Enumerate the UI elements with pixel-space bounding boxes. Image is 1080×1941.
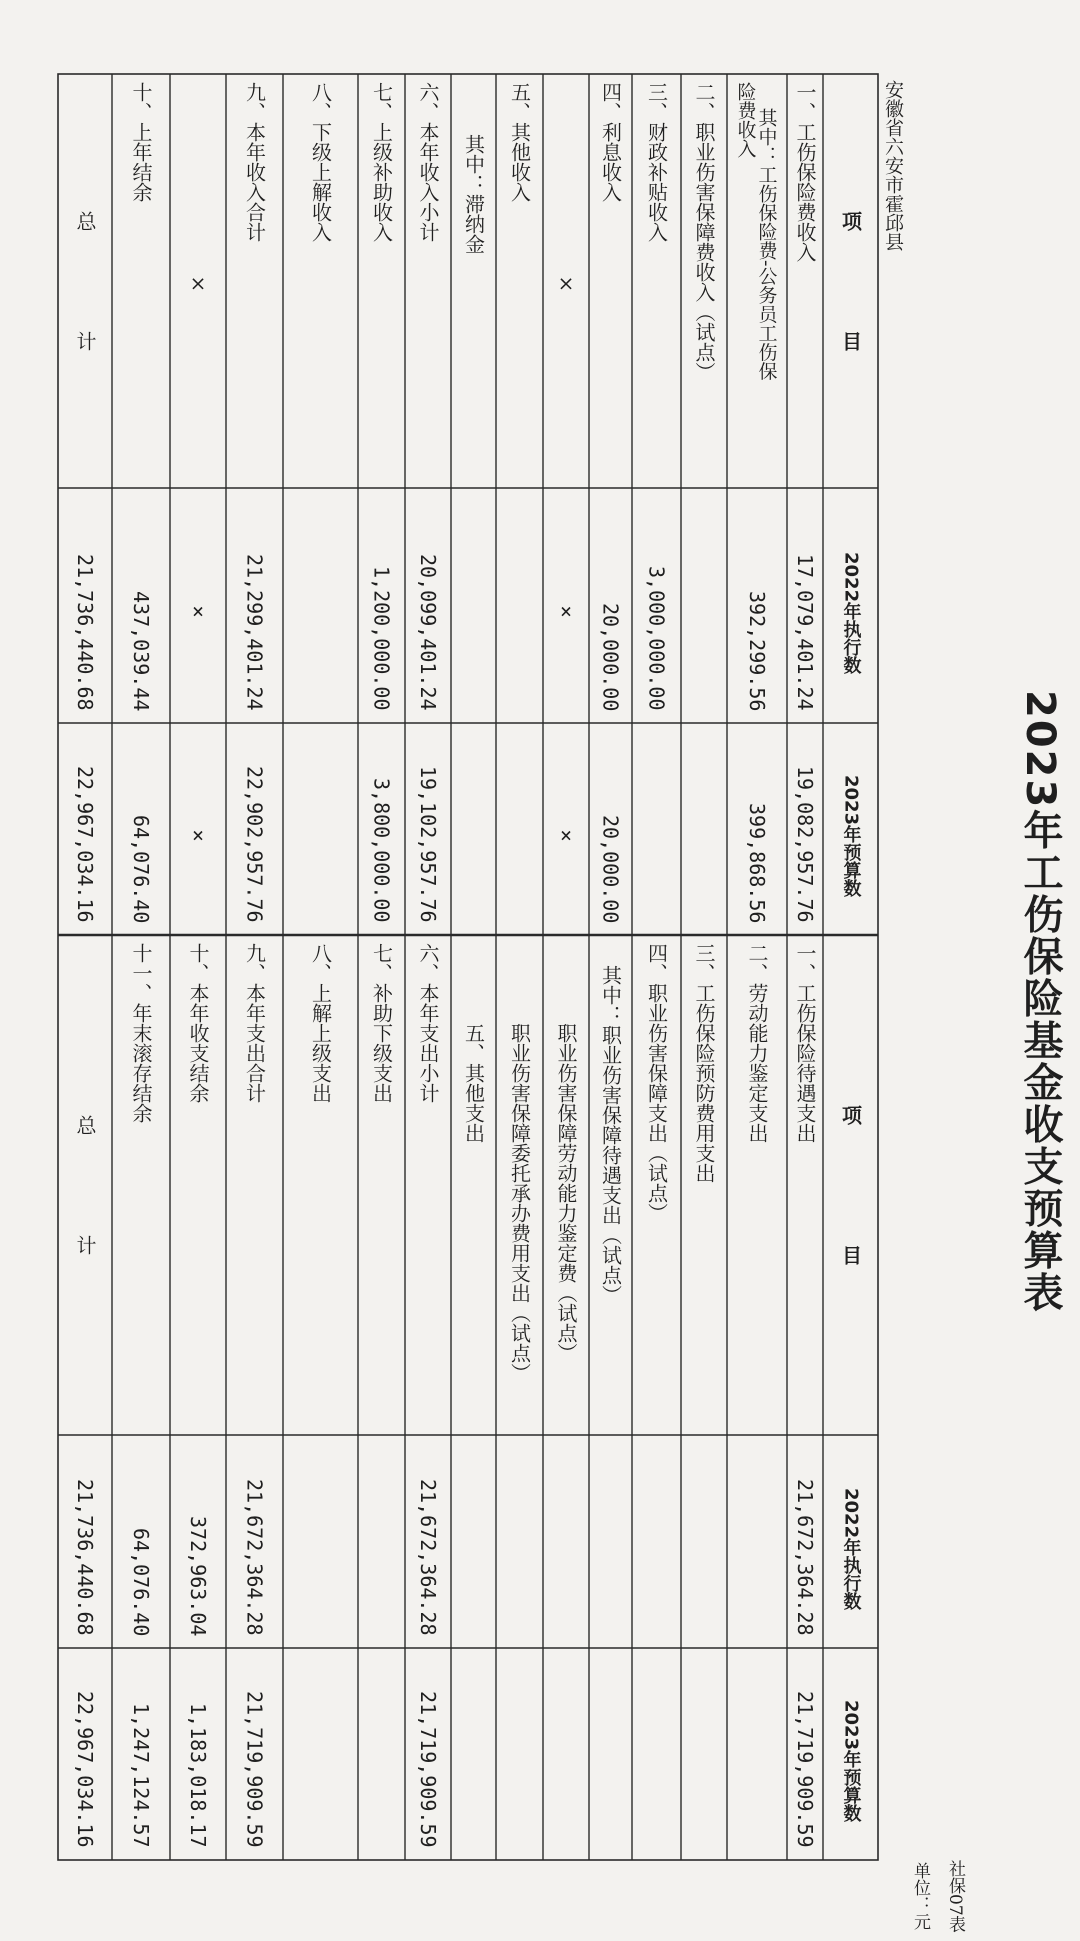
income-row-label: × [186,271,210,295]
expense-row-2022: 64,076.40 [129,1528,153,1637]
expense-header-2023: 2023年预算数 [840,1700,862,1823]
income-row-label: 五、其他收入 [507,82,532,202]
expense-row-label: 七、补助下级支出 [369,943,394,1103]
income-row-2022: × [186,599,210,624]
income-row-2022: 20,000.00 [598,603,623,712]
region-label: 安徽省六安市霍邱县 [882,80,904,251]
expense-total-label: 总 计 [73,1115,97,1255]
income-row-label: 十、上年结余 [129,82,153,202]
expense-row-2023: 21,719,909.59 [242,1690,267,1848]
expense-row-2023: 21,719,909.59 [416,1690,440,1848]
income-total-2023: 22,967,034.16 [73,765,97,923]
expense-header-item: 项 目 [838,1105,863,1265]
expense-row-label: 其中：职业伤害保障待遇支出（试点） [598,965,623,1305]
income-row-label: 二、职业伤害保障费收入（试点） [692,82,716,382]
income-total-label: 总 计 [73,211,97,351]
expense-row-label: 五、其他支出 [461,1023,486,1143]
expense-row-2022: 21,672,364.28 [242,1478,267,1636]
income-row-2022: 17,079,401.24 [793,553,817,711]
expense-row-label: 十、本年收支结余 [186,943,210,1103]
expense-row-label: 六、本年支出小计 [416,943,440,1103]
income-row-label: 四、利息收入 [598,82,623,202]
income-row-label: 三、财政补贴收入 [644,82,669,242]
expense-row-label: 一、工伤保险待遇支出 [793,943,817,1143]
income-row-2023: 22,902,957.76 [242,765,267,923]
income-row-2022: × [554,599,578,624]
income-row-2023: 20,000.00 [598,815,623,924]
expense-row-label: 四、职业伤害保障支出（试点） [644,943,669,1223]
expense-row-2022: 372,963.04 [186,1516,210,1637]
income-row-label-cont: 险费收入 [734,82,757,158]
income-row-label: 八、下级上解收入 [308,82,333,242]
income-row-2023: 3,800,000.00 [369,778,394,923]
income-header-2023: 2023年预算数 [840,775,862,898]
expense-row-label: 职业伤害保障劳动能力鉴定费（试点） [554,1023,578,1363]
income-row-label: 七、上级补助收入 [369,82,394,242]
income-row-2023: 64,076.40 [129,815,153,924]
expense-row-2023: 1,247,124.57 [129,1703,153,1848]
income-total-2022: 21,736,440.68 [73,553,97,711]
expense-row-2023: 21,719,909.59 [793,1690,817,1848]
income-row-label: × [554,271,578,295]
expense-row-label: 八、上解上级支出 [308,943,333,1103]
document-title: 2023年工伤保险基金收支预算表 [1017,690,1063,1314]
income-row-label: 一、工伤保险费收入 [793,82,817,262]
expense-row-2022: 21,672,364.28 [416,1478,440,1636]
expense-row-label: 九、本年支出合计 [242,943,267,1103]
expense-total-2022: 21,736,440.68 [73,1478,97,1636]
income-row-label: 其中：滞纳金 [461,134,486,254]
income-row-2023: 19,082,957.76 [793,765,817,923]
expense-row-label: 三、工伤保险预防费用支出 [692,943,716,1183]
unit-label: 单位：元 [910,1862,930,1930]
expense-row-label: 二、劳动能力鉴定支出 [745,943,769,1143]
expense-total-2023: 22,967,034.16 [73,1690,97,1848]
income-row-2022: 20,099,401.24 [416,553,440,711]
income-row-label: 六、本年收入小计 [416,82,440,242]
expense-row-label: 十一、年末滚存结余 [129,943,153,1123]
income-row-2022: 1,200,000.00 [369,566,394,711]
income-header-2022: 2022年执行数 [840,551,862,674]
income-row-2022: 437,039.44 [129,591,153,712]
income-row-2023: 19,102,957.76 [416,765,440,923]
expense-row-label: 职业伤害保障委托承办费用支出（试点） [507,1023,532,1383]
income-row-2023: × [554,822,578,847]
income-row-2022: 21,299,401.24 [242,553,267,711]
form-code: 社保07表 [945,1860,965,1933]
income-row-label: 其中：工伤保险费-公务员工伤保 [755,108,778,381]
income-header-item: 项 目 [838,211,863,351]
income-row-2022: 3,000,000.00 [644,566,669,711]
income-row-2023: × [186,822,210,847]
income-row-label: 九、本年收入合计 [242,82,267,242]
income-row-2022: 392,299.56 [745,591,769,712]
expense-row-2023: 1,183,018.17 [186,1703,210,1848]
income-row-2023: 399,868.56 [745,803,769,924]
expense-row-2022: 21,672,364.28 [793,1478,817,1636]
expense-header-2022: 2022年执行数 [840,1487,862,1610]
